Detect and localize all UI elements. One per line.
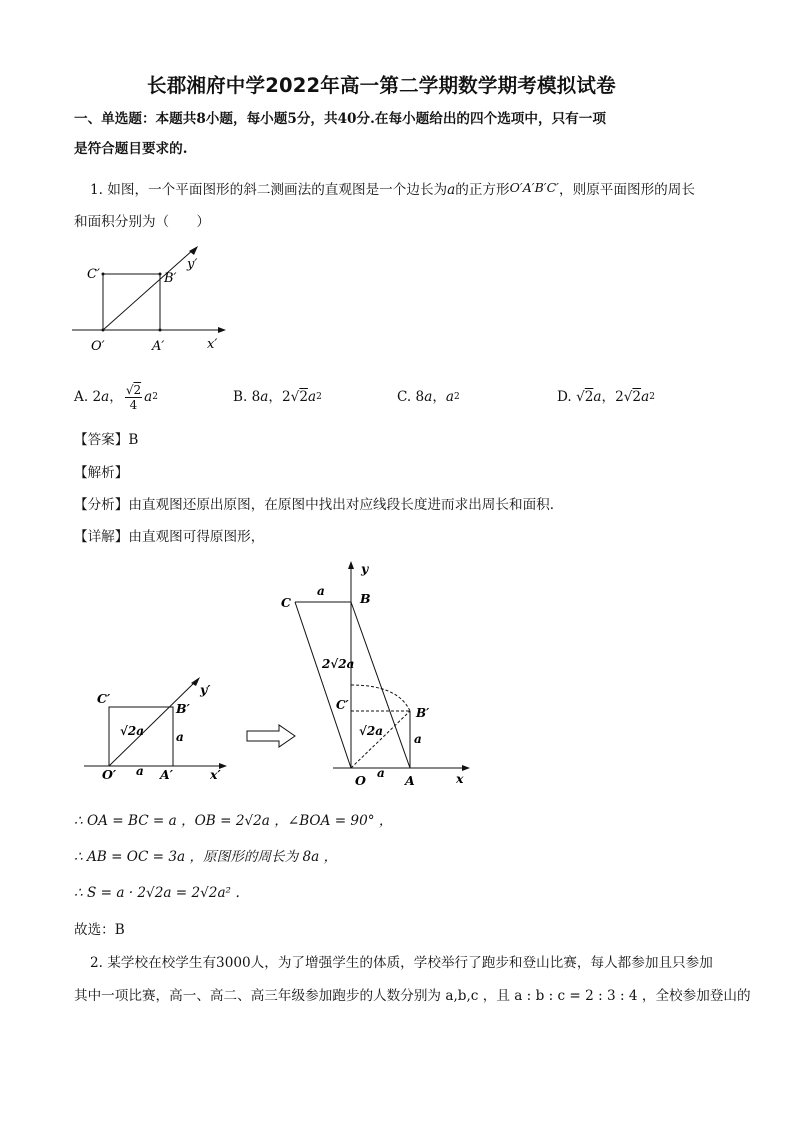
x-axis-arrow [218,327,226,333]
left-label-b: B′ [176,701,190,716]
left-label-a: A′ [160,767,173,782]
segment-co [295,602,351,768]
left-label-side: a [176,730,184,744]
right-label-diag: √2a [359,724,384,738]
point-b [159,273,162,276]
analysis-tag: 【解析】 [74,465,129,481]
label-y: y′ [187,257,198,272]
label-o: O′ [91,339,105,354]
left-label-o: O′ [102,767,117,782]
q1-figure [68,244,230,356]
right-diagram [281,561,470,788]
point-o [102,329,105,332]
label-x: x′ [207,337,218,352]
section-heading-line1: 一、单选题：本题共8小题，每小题5分，共40分.在每小题给出的四个选项中，只有一项 [74,111,606,127]
y-axis [103,249,194,330]
answer-value: B [128,432,139,448]
label-a: A′ [152,339,165,354]
point-c [102,273,105,276]
y-axis-arrow [189,246,198,255]
point-a [159,329,162,332]
right-label-a: A [405,773,415,788]
segment-ba [351,602,410,768]
fenxi-line: 【分析】由直观图还原出原图，在原图中找出对应线段长度进而求出周长和面积． [74,497,564,513]
solution-step-2: ∴ AB = OC = 3a ，原图形的周长为 8a ， [74,849,338,865]
right-label-x: x [456,771,464,786]
right-label-b: B [360,591,371,606]
right-label-o: O [355,773,366,788]
segment-obp [351,711,410,768]
left-label-diag: √2a [120,724,145,738]
page-title: 长郡湘府中学2022年高一第二学期数学期考模拟试卷 [147,74,616,97]
right-y-arrow [348,561,354,569]
option-c: C. 8 a ， a 2 [397,389,460,405]
solution-step-3: ∴ S = a · 2√2a = 2√2a² ． [74,885,249,901]
right-label-bprime: B′ [416,706,430,720]
arc [351,685,410,711]
right-label-vert: a [414,732,422,746]
left-diagram [84,677,227,782]
label-c: C′ [87,267,100,282]
right-label-c: C [281,595,291,610]
right-label-bottom: a [377,766,385,780]
option-d: D. √ 2 a ，2 √ 2 a 2 [557,389,655,405]
right-label-cprime: C′ [336,698,349,712]
left-label-x: x′ [210,767,221,782]
right-label-y: y [361,561,369,576]
option-b: B. 8 a ，2 √ 2 a 2 [233,389,322,405]
left-label-c: C′ [97,691,111,706]
q1-stem-line1: 1. 如图，一个平面图形的斜二测画法的直观图是一个边长为a的正方形O′A′B′C′，则原平面图形的周长 [90,180,695,198]
label-b: B′ [164,271,177,286]
choose-line: 故选：B [74,922,125,938]
q2-stem-line1: 2. 某学校在校学生有3000人，为了增强学生的体质，学校举行了跑步和登山比赛，每人都参加且只参加 [90,955,713,971]
solution-step-1: ∴ OA = BC = a ，OB = 2√2a ，∠BOA = 90° ， [74,813,393,829]
detail-line: 【详解】由直观图可得原图形， [74,529,265,545]
answer-line [74,430,138,450]
transform-arrow [247,725,295,747]
right-label-ob: 2√2a [322,657,355,671]
left-label-y: y′ [200,682,211,697]
option-a: A. 2 a ， $\frac{√2}{4}$ a 2 [74,382,158,412]
left-label-bottom: a [136,764,144,778]
section-heading-line2: 是符合题目要求的. [74,141,188,157]
q2-stem-line2: 其中一项比赛，高一、高二、高三年级参加跑步的人数分别为 a,b,c ，且 a : b : c = 2 : 3 : 4 ，全校参加登山的 [74,988,751,1004]
solution-figure [80,555,480,795]
right-label-top: a [317,584,325,598]
answer-tag: 【答案】 [74,432,129,448]
square [103,274,160,330]
q1-stem-line2: 和面积分别为（ ） [74,214,210,230]
